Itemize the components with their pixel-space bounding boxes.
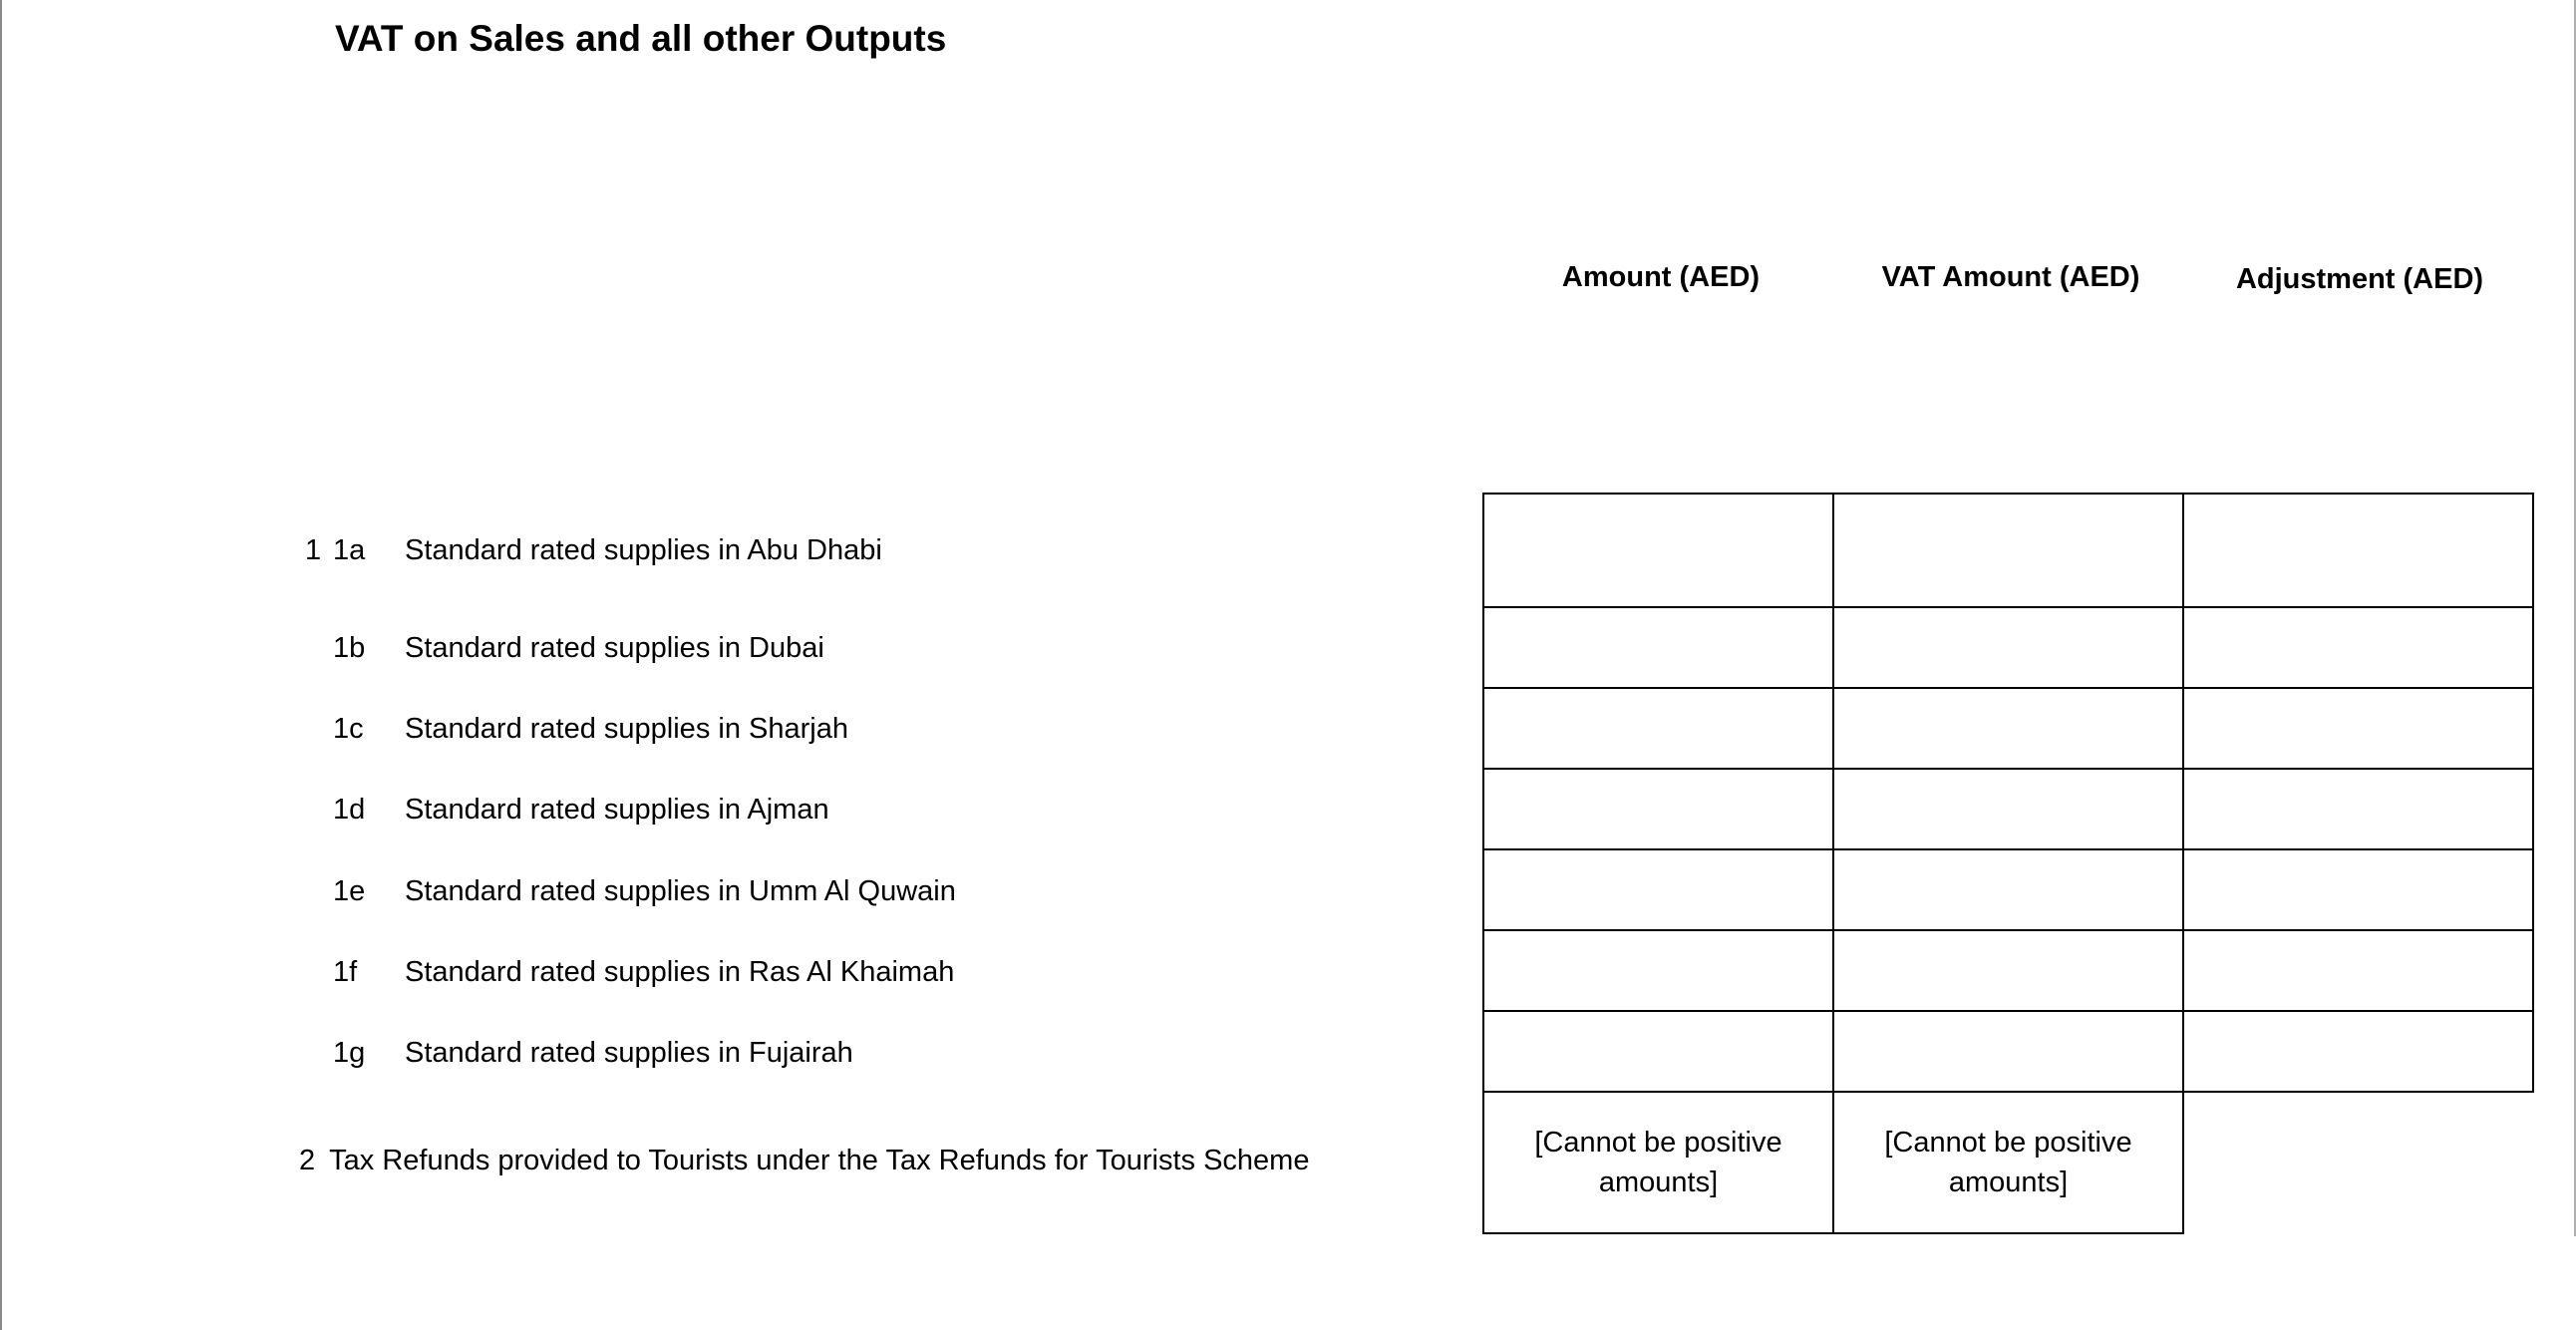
- column-header-adjustment: Adjustment (AED): [2235, 263, 2484, 295]
- row-description: Standard rated supplies in Abu Dhabi: [405, 534, 882, 566]
- row-description: Standard rated supplies in Ras Al Khaimah: [405, 956, 955, 988]
- row-code: 1e: [333, 875, 366, 907]
- vat-amount-field-1e[interactable]: [1832, 848, 2184, 931]
- page-left-edge: [0, 0, 2, 1330]
- cannot-be-positive-note: [Cannot be positive amounts]: [1884, 1127, 2132, 1198]
- vat-amount-field-1f[interactable]: [1832, 929, 2184, 1012]
- vat-amount-field-1b[interactable]: [1832, 606, 2184, 689]
- amount-field-1e[interactable]: [1482, 848, 1834, 931]
- row-description: Standard rated supplies in Sharjah: [405, 713, 848, 745]
- adjustment-field-1e[interactable]: [2182, 848, 2534, 931]
- cannot-be-positive-note: [Cannot be positive amounts]: [1534, 1127, 1782, 1198]
- row-code: 1a: [333, 534, 366, 566]
- column-header-amount: Amount (AED): [1561, 261, 1761, 293]
- row-2: [299, 1143, 1309, 1178]
- amount-field-1g[interactable]: [1482, 1010, 1834, 1093]
- row-description: Standard rated supplies in Ajman: [405, 794, 829, 826]
- row-description: Standard rated supplies in Umm Al Quwain: [405, 875, 956, 907]
- adjustment-field-1a[interactable]: [2182, 493, 2534, 608]
- adjustment-field-1d[interactable]: [2182, 768, 2534, 850]
- page-title: VAT on Sales and all other Outputs: [335, 18, 947, 59]
- row-code: 1b: [333, 632, 366, 664]
- row-description: Tax Refunds provided to Tourists under the Tax Refunds for Tourists Scheme: [329, 1145, 1310, 1176]
- adjustment-field-1c[interactable]: [2182, 687, 2534, 770]
- amount-field-1b[interactable]: [1482, 606, 1834, 689]
- amount-field-1d[interactable]: [1482, 768, 1834, 850]
- row-description: Standard rated supplies in Dubai: [405, 632, 824, 664]
- row-number: 2: [299, 1145, 316, 1176]
- vat-amount-field-2[interactable]: [1832, 1091, 2184, 1234]
- column-header-vat-amount: VAT Amount (AED): [1881, 261, 2140, 293]
- vat-amount-field-1a[interactable]: [1832, 493, 2184, 608]
- vat-amount-field-1d[interactable]: [1832, 768, 2184, 850]
- amount-field-1c[interactable]: [1482, 687, 1834, 770]
- adjustment-field-1f[interactable]: [2182, 929, 2534, 1012]
- row-code: 1c: [333, 713, 364, 745]
- row-code: 1g: [333, 1037, 366, 1069]
- row-number: 1: [305, 534, 322, 566]
- adjustment-field-1g[interactable]: [2182, 1010, 2534, 1093]
- amount-field-2[interactable]: [1482, 1091, 1834, 1234]
- amount-field-1f[interactable]: [1482, 929, 1834, 1012]
- vat-amount-field-1g[interactable]: [1832, 1010, 2184, 1093]
- row-description: Standard rated supplies in Fujairah: [405, 1037, 853, 1069]
- adjustment-field-1b[interactable]: [2182, 606, 2534, 689]
- row-code: 1d: [333, 794, 366, 826]
- vat-amount-field-1c[interactable]: [1832, 687, 2184, 770]
- row-code: 1f: [333, 956, 358, 988]
- amount-field-1a[interactable]: [1482, 493, 1834, 608]
